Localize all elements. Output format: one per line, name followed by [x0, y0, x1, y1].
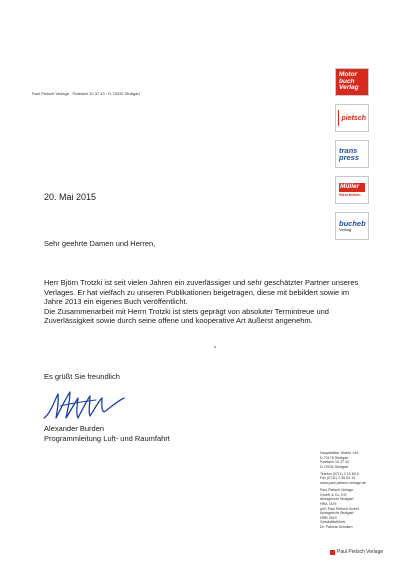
pietsch-logo-bar	[338, 110, 339, 126]
publisher-logos	[335, 68, 371, 248]
footer-company-register: Paul Pietsch Verlage GmbH & Co. KG Amtsgericht Stuttgart HRA 7429 phG Paul Pietsch GmbH Amtsgericht Stuttgart HRB 2619 Geschäftsführer Dr. Patricia Scholten	[320, 488, 360, 529]
stray-mark	[214, 346, 216, 348]
motorbuch-logo: Motor buch Verlag	[335, 68, 369, 96]
salutation: Sehr geehrte Damen und Herren,	[44, 239, 156, 248]
body-paragraph: Die Zusammenarbeit mit Herrn Trotzki ist stets geprägt von absoluter Termintreue und Zuverlässigkeit sowie durch seine offene und kooperative Art äußerst angenehm.	[44, 306, 329, 325]
mueller-rueschlikon-logo: Müller Rüschlikon	[335, 176, 369, 204]
signatory	[44, 424, 170, 444]
sender-address-line: Paul Pietsch Verlage · Postfach 10 37 43 · D-70032 Stuttgart	[32, 91, 140, 96]
bucheb-logo: bucheb Verlag	[335, 212, 369, 240]
signatory-title: Programmleitung Luft- und Raumfahrt	[44, 434, 170, 443]
pietsch-logo: pietsch	[335, 104, 369, 132]
company-footer	[320, 451, 400, 532]
letter-date: 20. Mai 2015	[44, 192, 97, 202]
footer-brand-name: Paul Pietsch Verlage	[337, 549, 384, 555]
footer-address: Hauptstätter Straße 149 D-70178 Stuttgart Postfach 10 37 43 D-70032 Stuttgart	[320, 451, 359, 469]
body-paragraph: Herr Björn Trotzki ist seit vielen Jahren ein zuverlässiger und sehr geschätzter Partner unseres Verlages. Er hat vielfach zu unseren Publikationen beigetragen, diese mit bebildert sowie im Jahre 2013 ein eigenes Buch veröffentlicht.	[44, 278, 359, 306]
closing-phrase: Es grüßt Sie freundlich	[44, 372, 120, 381]
letter-body	[44, 278, 364, 326]
footer-contact: Telefon (0711) 2 10 80-0 Fax (0711) 2 36 04 15 www.paul-pietsch-verlage.de	[320, 471, 366, 486]
footer-brand	[330, 549, 383, 555]
signatory-name: Alexander Burden	[44, 424, 105, 433]
transpress-logo: trans press	[335, 140, 369, 168]
brand-square-icon	[330, 550, 335, 555]
handwritten-signature	[40, 388, 130, 424]
